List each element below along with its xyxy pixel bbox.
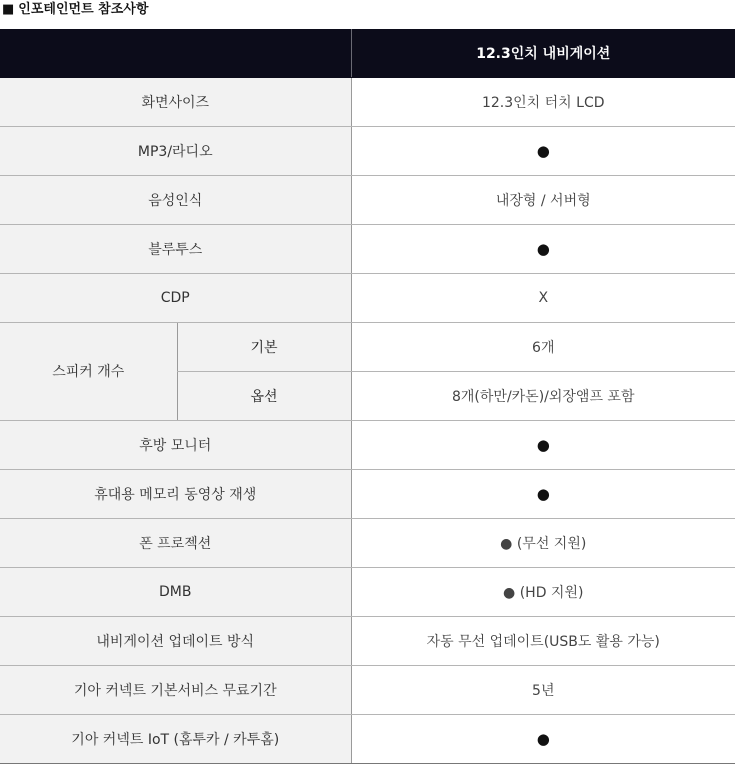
table-row	[0, 77, 735, 126]
row-label-portable-video: 휴대용 메모리 동영상 재생	[0, 469, 351, 518]
row-label-speaker-count: 스피커 개수	[0, 322, 177, 420]
table-row	[0, 126, 735, 175]
table-row	[0, 469, 735, 518]
row-label-dmb: DMB	[0, 567, 351, 616]
row-label-bluetooth: 블루투스	[0, 224, 351, 273]
table-row	[0, 616, 735, 665]
row-value-rear-monitor: ●	[536, 435, 550, 454]
header-blank-cell	[0, 29, 351, 77]
square-marker-icon: ■	[2, 2, 15, 17]
row-value-nav-update: 자동 무선 업데이트(USB도 활용 가능)	[351, 616, 735, 665]
row-value-portable-video: ●	[536, 484, 550, 503]
row-value-kia-connect-iot: ●	[536, 729, 550, 748]
table-header-row	[0, 29, 735, 77]
row-label-rear-monitor: 후방 모니터	[0, 420, 351, 469]
row-label-mp3-radio: MP3/라디오	[0, 126, 351, 175]
table-row	[0, 518, 735, 567]
table-row	[0, 322, 735, 371]
infotainment-spec-table	[0, 29, 735, 764]
table-row	[0, 420, 735, 469]
table-row	[0, 175, 735, 224]
table-row	[0, 273, 735, 322]
row-label-screen-size: 화면사이즈	[0, 77, 351, 126]
row-value-speaker-option: 8개(하만/카돈)/외장앰프 포함	[351, 371, 735, 420]
table-row	[0, 665, 735, 714]
section-title	[2, 0, 148, 22]
row-value-mp3-radio: ●	[536, 141, 550, 160]
table-row	[0, 714, 735, 763]
table-row	[0, 224, 735, 273]
row-value-voice-recognition: 내장형 / 서버형	[351, 175, 735, 224]
section-title-text: 인포테인먼트 참조사항	[18, 2, 149, 17]
row-value-cdp: X	[351, 273, 735, 322]
row-label-phone-projection: 폰 프로젝션	[0, 518, 351, 567]
row-value-dmb: ● (HD 지원)	[351, 567, 735, 616]
row-value-kia-connect-free: 5년	[351, 665, 735, 714]
row-label-cdp: CDP	[0, 273, 351, 322]
table-row	[0, 567, 735, 616]
row-label-kia-connect-free: 기아 커넥트 기본서비스 무료기간	[0, 665, 351, 714]
row-value-speaker-basic: 6개	[351, 322, 735, 371]
row-label-voice-recognition: 음성인식	[0, 175, 351, 224]
row-sublabel-speaker-option: 옵션	[177, 371, 351, 420]
row-sublabel-speaker-basic: 기본	[177, 322, 351, 371]
row-value-bluetooth: ●	[536, 239, 550, 258]
row-value-screen-size: 12.3인치 터치 LCD	[351, 77, 735, 126]
row-label-nav-update: 내비게이션 업데이트 방식	[0, 616, 351, 665]
row-value-phone-projection: ● (무선 지원)	[351, 518, 735, 567]
header-navigation-column: 12.3인치 내비게이션	[351, 29, 735, 77]
row-label-kia-connect-iot: 기아 커넥트 IoT (홈투카 / 카투홈)	[0, 714, 351, 763]
